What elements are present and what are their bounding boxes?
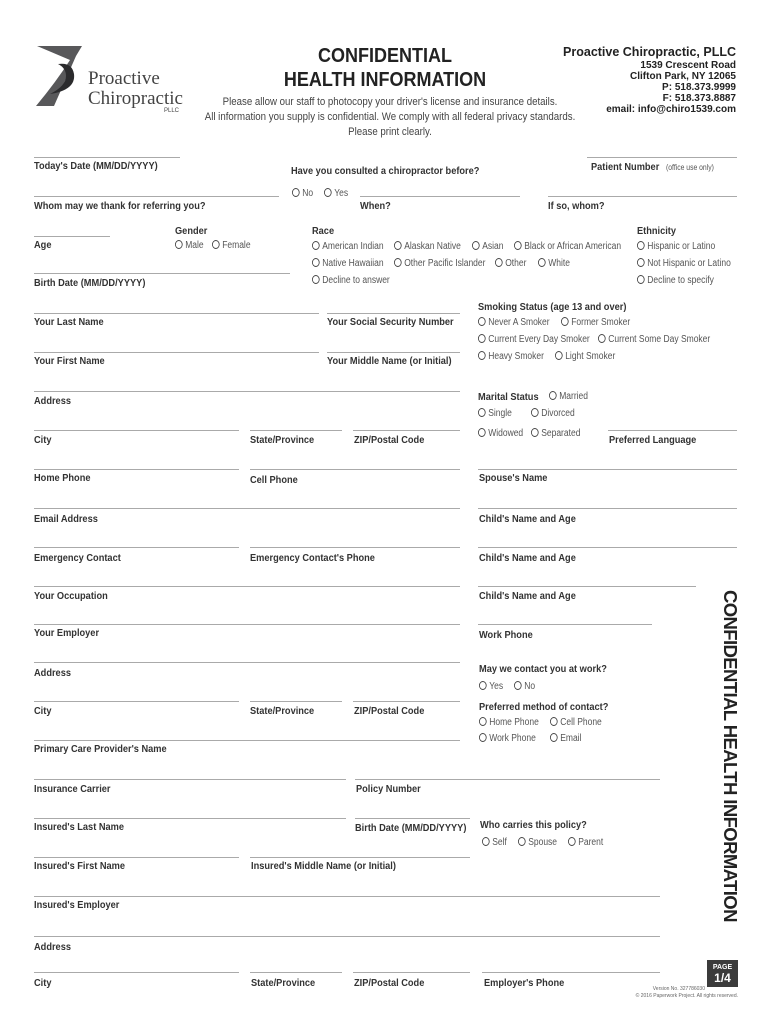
radio-icon: [550, 733, 558, 742]
radio-icon: [312, 241, 320, 250]
last-name-line[interactable]: [34, 313, 319, 314]
state-label: State/Province: [250, 434, 315, 446]
radio-icon: [550, 717, 558, 726]
cell-phone-line[interactable]: [250, 469, 460, 470]
radio-icon: [479, 681, 487, 690]
subtitle-line2: All information you supply is confidential. We comply with all federal privacy standards.: [204, 111, 576, 123]
office-fax: F: 518.373.8887: [662, 93, 736, 104]
emergency-phone-line[interactable]: [250, 547, 460, 548]
contact-work-label: May we contact you at work?: [479, 663, 607, 675]
emergency-contact-label: Emergency Contact: [34, 552, 121, 564]
radio-icon: [538, 258, 546, 267]
radio-icon: [482, 837, 490, 846]
emergency-phone-label: Emergency Contact's Phone: [250, 552, 375, 564]
race-alaskan-native[interactable]: Alaskan Native: [394, 241, 461, 252]
middle-name-label: Your Middle Name (or Initial): [327, 355, 452, 367]
subtitle-line3: Please print clearly.: [348, 126, 432, 138]
who-carries-self[interactable]: Self: [482, 837, 507, 848]
employer-line[interactable]: [34, 624, 460, 625]
referral-line[interactable]: [34, 196, 279, 197]
ssn-label: Your Social Security Number: [327, 316, 454, 328]
ins-state-label: State/Province: [251, 977, 316, 989]
radio-icon: [292, 188, 300, 197]
radio-icon: [479, 717, 487, 726]
pcp-label: Primary Care Provider's Name: [34, 743, 167, 755]
policy-number-line[interactable]: [355, 779, 660, 780]
radio-icon: [561, 317, 569, 326]
race-pacific-islander[interactable]: Other Pacific Islander: [394, 258, 485, 269]
insured-middle-label: Insured's Middle Name (or Initial): [251, 860, 396, 872]
ins-address-line[interactable]: [34, 936, 660, 937]
logo: [32, 42, 187, 117]
if-so-label: If so, whom?: [548, 200, 605, 212]
preferred-language-label: Preferred Language: [609, 434, 697, 446]
occupation-label: Your Occupation: [34, 590, 108, 602]
radio-icon: [495, 258, 503, 267]
logo-name-line1: Proactive: [88, 68, 160, 89]
policy-number-label: Policy Number: [356, 783, 421, 795]
spouse-name-label: Spouse's Name: [479, 472, 548, 484]
today-date-line[interactable]: [34, 157, 180, 158]
radio-icon: [637, 258, 645, 267]
contact-work-no[interactable]: No: [514, 681, 535, 692]
when-line[interactable]: [360, 196, 520, 197]
middle-name-line[interactable]: [327, 352, 460, 353]
emp-state-line[interactable]: [250, 701, 342, 702]
preferred-cell-phone[interactable]: Cell Phone: [550, 717, 602, 728]
insurance-carrier-label: Insurance Carrier: [34, 783, 111, 795]
insured-birth-line[interactable]: [355, 818, 470, 819]
office-phone: P: 518.373.9999: [662, 82, 736, 93]
radio-icon: [212, 240, 220, 249]
child3-line[interactable]: [478, 586, 696, 587]
gender-label: Gender: [175, 225, 208, 237]
insured-last-label: Insured's Last Name: [34, 821, 125, 833]
home-phone-line[interactable]: [34, 469, 239, 470]
office-city: Clifton Park, NY 12065: [630, 71, 736, 82]
emp-state-label: State/Province: [250, 705, 315, 717]
work-phone-line[interactable]: [478, 624, 652, 625]
smoking-every-day[interactable]: Current Every Day Smoker: [478, 334, 590, 345]
radio-icon: [394, 241, 402, 250]
zip-line[interactable]: [353, 430, 460, 431]
ethnicity-label: Ethnicity: [637, 225, 677, 237]
child1-label: Child's Name and Age: [479, 513, 576, 525]
first-name-label: Your First Name: [34, 355, 105, 367]
home-phone-label: Home Phone: [34, 472, 91, 484]
email-line[interactable]: [34, 508, 460, 509]
radio-icon: [514, 241, 522, 250]
insured-first-line[interactable]: [34, 857, 239, 858]
radio-icon: [555, 351, 563, 360]
copyright-note: © 2016 Paperwork Project. All rights reserved.: [635, 993, 738, 999]
ssn-line[interactable]: [327, 313, 460, 314]
race-native-hawaiian[interactable]: Native Hawaiian: [312, 258, 384, 269]
title-line1: CONFIDENTIAL: [317, 45, 452, 67]
age-label: Age: [34, 239, 52, 251]
radio-icon: [518, 837, 526, 846]
race-label: Race: [312, 225, 335, 237]
radio-icon: [478, 428, 486, 437]
smoking-label: Smoking Status (age 13 and over): [478, 301, 627, 313]
preferred-language-line[interactable]: [608, 430, 737, 431]
logo-mark-icon: [32, 42, 92, 110]
city-line[interactable]: [34, 430, 239, 431]
radio-icon: [394, 258, 402, 267]
radio-icon: [568, 837, 576, 846]
ins-city-label: City: [34, 977, 52, 989]
ethnicity-not-hispanic[interactable]: Not Hispanic or Latino: [637, 258, 731, 269]
emp-city-label: City: [34, 705, 52, 717]
office-email: email: info@chiro1539.com: [606, 104, 736, 115]
radio-icon: [514, 681, 522, 690]
insured-first-label: Insured's First Name: [34, 860, 126, 872]
race-black[interactable]: Black or African American: [514, 241, 621, 252]
ins-state-line[interactable]: [250, 972, 342, 973]
child2-label: Child's Name and Age: [479, 552, 576, 564]
patient-number-label: Patient Number: [591, 161, 660, 173]
when-label: When?: [360, 200, 391, 212]
radio-icon: [478, 351, 486, 360]
patient-number-line: [587, 157, 737, 158]
insured-employer-line[interactable]: [34, 896, 660, 897]
marital-label: Marital Status: [478, 391, 539, 403]
ins-zip-line[interactable]: [353, 972, 470, 973]
emp-zip-label: ZIP/Postal Code: [354, 705, 425, 717]
emp-zip-line[interactable]: [353, 701, 460, 702]
smoking-heavy[interactable]: Heavy Smoker: [478, 351, 544, 362]
radio-icon: [479, 733, 487, 742]
marital-married[interactable]: Married: [549, 391, 588, 402]
race-asian[interactable]: Asian: [472, 241, 503, 252]
title-line2: HEALTH INFORMATION: [283, 69, 487, 91]
race-american-indian[interactable]: American Indian: [312, 241, 384, 252]
radio-icon: [312, 258, 320, 267]
preferred-contact-label: Preferred method of contact?: [479, 701, 609, 713]
ins-address-label: Address: [34, 941, 71, 953]
radio-icon: [312, 275, 320, 284]
smoking-former[interactable]: Former Smoker: [561, 317, 630, 328]
radio-icon: [531, 428, 539, 437]
marital-divorced[interactable]: Divorced: [531, 408, 575, 419]
radio-icon: [637, 275, 645, 284]
side-title: CONFIDENTIAL HEALTH INFORMATION: [720, 590, 741, 922]
emp-address-label: Address: [34, 667, 71, 679]
marital-separated[interactable]: Separated: [531, 428, 580, 439]
insured-birth-label: Birth Date (MM/DD/YYYY): [355, 822, 467, 834]
radio-icon: [478, 408, 486, 417]
zip-label: ZIP/Postal Code: [354, 434, 425, 446]
race-white[interactable]: White: [538, 258, 570, 269]
who-carries-parent[interactable]: Parent: [568, 837, 603, 848]
marital-widowed[interactable]: Widowed: [478, 428, 523, 439]
page-badge: [707, 960, 738, 987]
page-label: PAGE: [712, 964, 733, 971]
address-line[interactable]: [34, 391, 460, 392]
emergency-contact-line[interactable]: [34, 547, 239, 548]
ethnicity-hispanic[interactable]: Hispanic or Latino: [637, 241, 715, 252]
emp-city-line[interactable]: [34, 701, 239, 702]
version-note: Version No. 327786030: [652, 986, 705, 992]
radio-icon: [175, 240, 183, 249]
office-use-note: (office use only): [666, 163, 714, 172]
consulted-label: Have you consulted a chiropractor before?: [291, 165, 480, 177]
insurance-carrier-line[interactable]: [34, 779, 346, 780]
logo-suffix: PLLC: [164, 108, 180, 114]
preferred-email[interactable]: Email: [550, 733, 581, 744]
radio-icon: [472, 241, 480, 250]
today-date-label: Today's Date (MM/DD/YYYY): [34, 160, 158, 172]
age-line[interactable]: [34, 236, 110, 237]
consulted-no[interactable]: No: [292, 188, 313, 199]
preferred-home-phone[interactable]: Home Phone: [479, 717, 539, 728]
radio-icon: [478, 334, 486, 343]
employer-label: Your Employer: [34, 627, 100, 639]
radio-icon: [598, 334, 606, 343]
consulted-yes[interactable]: Yes: [324, 188, 348, 199]
gender-female[interactable]: Female: [212, 240, 251, 251]
race-decline[interactable]: Decline to answer: [312, 275, 390, 286]
office-name: Proactive Chiropractic, PLLC: [563, 45, 736, 59]
birth-date-label: Birth Date (MM/DD/YYYY): [34, 277, 146, 289]
last-name-label: Your Last Name: [34, 316, 104, 328]
race-other[interactable]: Other: [495, 258, 526, 269]
cell-phone-label: Cell Phone: [250, 474, 298, 486]
ins-zip-label: ZIP/Postal Code: [354, 977, 425, 989]
gender-male[interactable]: Male: [175, 240, 204, 251]
ins-city-line[interactable]: [34, 972, 239, 973]
child3-label: Child's Name and Age: [479, 590, 576, 602]
insured-middle-line[interactable]: [250, 857, 470, 858]
who-carries-spouse[interactable]: Spouse: [518, 837, 557, 848]
email-label: Email Address: [34, 513, 98, 525]
radio-icon: [549, 391, 557, 400]
office-block: [516, 45, 736, 115]
occupation-line[interactable]: [34, 586, 460, 587]
birth-date-line[interactable]: [34, 273, 290, 274]
office-street: 1539 Crescent Road: [640, 60, 736, 71]
child1-line[interactable]: [478, 508, 737, 509]
emp-address-line[interactable]: [34, 662, 460, 663]
radio-icon: [531, 408, 539, 417]
smoking-some-day[interactable]: Current Some Day Smoker: [598, 334, 710, 345]
child2-line[interactable]: [478, 547, 737, 548]
radio-icon: [637, 241, 645, 250]
spouse-name-line[interactable]: [478, 469, 737, 470]
preferred-work-phone[interactable]: Work Phone: [479, 733, 536, 744]
smoking-light[interactable]: Light Smoker: [555, 351, 615, 362]
marital-single[interactable]: Single: [478, 408, 512, 419]
if-so-line[interactable]: [548, 196, 737, 197]
logo-name-line2: Chiropractic: [88, 88, 183, 109]
state-line[interactable]: [250, 430, 342, 431]
radio-icon: [324, 188, 332, 197]
insured-last-line[interactable]: [34, 818, 346, 819]
insured-employer-label: Insured's Employer: [34, 899, 120, 911]
pcp-line[interactable]: [34, 740, 460, 741]
radio-icon: [478, 317, 486, 326]
who-carries-label: Who carries this policy?: [480, 819, 587, 831]
subtitle-line1: Please allow our staff to photocopy your driver's license and insurance details.: [222, 96, 558, 108]
employer-phone-line[interactable]: [482, 972, 660, 973]
city-label: City: [34, 434, 52, 446]
address-label: Address: [34, 395, 71, 407]
referral-label: Whom may we thank for referring you?: [34, 200, 206, 212]
contact-work-yes[interactable]: Yes: [479, 681, 503, 692]
ethnicity-decline[interactable]: Decline to specify: [637, 275, 714, 286]
smoking-never[interactable]: Never A Smoker: [478, 317, 550, 328]
first-name-line[interactable]: [34, 352, 319, 353]
page-number: 1/4: [714, 971, 731, 985]
employer-phone-label: Employer's Phone: [484, 977, 565, 989]
work-phone-label: Work Phone: [479, 629, 533, 641]
